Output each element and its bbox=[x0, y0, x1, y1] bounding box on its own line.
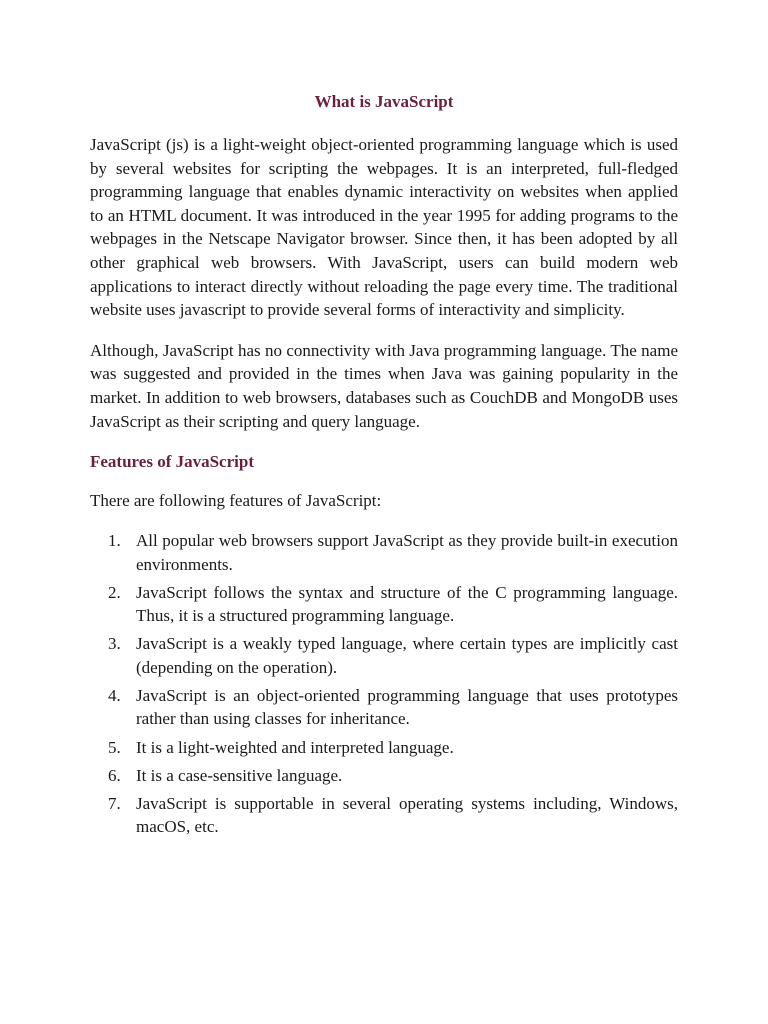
list-item bbox=[90, 684, 678, 731]
list-item-text: JavaScript is a weakly typed language, where certain types are implicitly cast (depending on the operation). bbox=[136, 634, 678, 677]
list-item-text: JavaScript is supportable in several operating systems including, Windows, macOS, etc. bbox=[136, 793, 678, 837]
list-item-number: 7. bbox=[108, 793, 121, 813]
list-item-text: JavaScript is an object-oriented programming language that uses prototypes rather than using classes for inheritance. bbox=[136, 685, 678, 729]
document-page bbox=[90, 90, 678, 843]
features-heading: Features of JavaScript bbox=[90, 452, 254, 472]
list-item-text: All popular web browsers support JavaScript as they provide built-in execution environments. bbox=[136, 531, 678, 574]
list-item-number: 3. bbox=[108, 634, 121, 654]
list-item-text: JavaScript follows the syntax and structure of the C programming language. Thus, it is a structured programming language. bbox=[136, 582, 678, 626]
list-item-number: 1. bbox=[108, 531, 121, 551]
intro-paragraph: JavaScript (js) is a light-weight object-oriented programming language which is used by several websites for scripting the webpages. It is an interpreted, full-fledged programming language that enables dynamic interactivity on websites when applied to an HTML document. It was introduced in the year 1995 for adding programs to the webpages in the Netscape Navigator browser. Since then, it has been adopted by all other graphical web browsers. With JavaScript, users can build modern web applications to interact directly without reloading the page every time. The traditional website uses javascript to provide several forms of interactivity and simplicity. bbox=[90, 135, 678, 320]
list-item-text: It is a light-weighted and interpreted language. bbox=[136, 737, 454, 757]
list-item bbox=[90, 632, 678, 679]
list-item-number: 2. bbox=[108, 582, 121, 602]
list-item bbox=[90, 581, 678, 628]
java-relation-paragraph: Although, JavaScript has no connectivity with Java programming language. The name was suggested and provided in the times when Java was gaining popularity in the market. In addition to web browsers, databases such as CouchDB and MongoDB uses JavaScript as their scripting and query language. bbox=[90, 340, 678, 431]
list-item bbox=[90, 736, 678, 760]
list-item-text: It is a case-sensitive language. bbox=[136, 765, 343, 785]
page-title: What is JavaScript bbox=[314, 92, 454, 111]
list-item-number: 6. bbox=[108, 765, 121, 785]
features-list bbox=[90, 529, 678, 839]
list-item bbox=[90, 529, 678, 576]
list-item-number: 4. bbox=[108, 685, 121, 705]
list-item bbox=[90, 792, 678, 839]
features-intro: There are following features of JavaScript: bbox=[90, 491, 382, 511]
list-item bbox=[90, 764, 678, 788]
list-item-number: 5. bbox=[108, 737, 121, 757]
